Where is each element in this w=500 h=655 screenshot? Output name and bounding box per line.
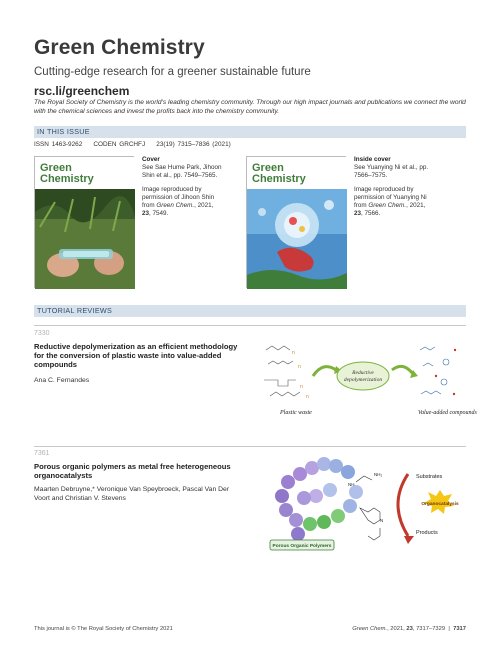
volume-info: 23(19) 7315–7836 (2021) [156, 141, 231, 148]
inside-cover-title-line-1: Green [252, 162, 284, 174]
cover-title-line-2: Chemistry [40, 173, 94, 185]
inside-cover-heading: Inside cover [354, 156, 391, 163]
inside-cover-credit: Image reproduced by permission of Yuanying Ni from Green Chem., 2021, 23, 7566. [354, 186, 427, 217]
inside-cover-image[interactable] [246, 156, 346, 288]
svg-text:n: n [292, 350, 295, 356]
products-label: Products [416, 530, 438, 536]
graphic-center-label-1: Reductive [352, 370, 374, 376]
substrates-label: Substrates [416, 474, 443, 480]
inside-cover-caption [354, 156, 434, 218]
svg-text:n: n [298, 364, 301, 370]
svg-text:n: n [300, 384, 303, 390]
inside-cover-title-line-2: Chemistry [252, 173, 306, 185]
article-title[interactable]: Reductive depolymerization as an efficient methodology for the conversion of plastic waste into value-added compounds [34, 342, 238, 370]
coden: CODEN GRCHFJ [93, 141, 146, 148]
footer-citation: Green Chem., 2021, 23, 7317–7329 | 7317 [352, 626, 466, 632]
article-authors: Ana C. Fernandes [34, 377, 90, 384]
article-authors: Maarten Debruyne,* Veronique Van Speybroeck, Pascal Van Der Voort and Christian V. Stevens [34, 486, 230, 502]
tutorial-reviews-heading: TUTORIAL REVIEWS [34, 305, 466, 317]
article-page-number: 7330 [34, 330, 50, 337]
graphic-center-label-2: depolymerization [343, 377, 383, 383]
cover-image[interactable] [34, 156, 134, 288]
graphic-right-label: Value-added compounds [418, 410, 477, 416]
cover-see: See Sae Hume Park, Jihoon Shin et al., pp. 7549–7565. [142, 164, 222, 179]
journal-url[interactable]: rsc.li/greenchem [34, 84, 130, 98]
footer-copyright: This journal is © The Royal Society of Chemistry 2021 [34, 626, 173, 632]
cover-credit: Image reproduced by permission of Jihoon Shin from Green Chem., 2021, 23, 7549. [142, 186, 215, 217]
cover-caption [142, 156, 222, 218]
inside-cover-see: See Yuanying Ni et al., pp. 7566–7575. [354, 164, 429, 179]
issn: ISSN 1463-9262 [34, 141, 83, 148]
nh2-label: NH₂ [374, 472, 383, 477]
svg-text:n: n [306, 394, 309, 400]
issue-metadata [34, 141, 231, 148]
organocatalyst-graphic [268, 452, 468, 558]
journal-title: Green Chemistry [34, 36, 205, 59]
article-page-number: 7361 [34, 450, 50, 457]
footer-page-number: 7317 [453, 626, 466, 632]
cover-title-line-1: Green [40, 162, 72, 174]
in-this-issue-heading: IN THIS ISSUE [34, 126, 466, 138]
journal-tagline: Cutting-edge research for a greener sustainable future [34, 66, 311, 78]
cover-heading: Cover [142, 156, 160, 163]
graphic-left-label: Plastic waste [280, 410, 312, 416]
article-divider [34, 446, 466, 447]
n-label: N [380, 518, 384, 523]
depolymerization-graphic [258, 336, 477, 418]
article-title[interactable]: Porous organic polymers as metal free heterogeneous organocatalysts [34, 462, 231, 481]
pop-label: Porous Organic Polymers [272, 544, 332, 549]
rsc-blurb: The Royal Society of Chemistry is the world’s leading chemistry community. Through our high impact journals and publications we connect the world with the chemical sciences and invest the profits back into the chemistry community. [34, 99, 466, 115]
nh-label: NH [348, 482, 355, 487]
organocatalysis-label: Organocatalysis [421, 502, 459, 507]
article-divider [34, 325, 466, 326]
